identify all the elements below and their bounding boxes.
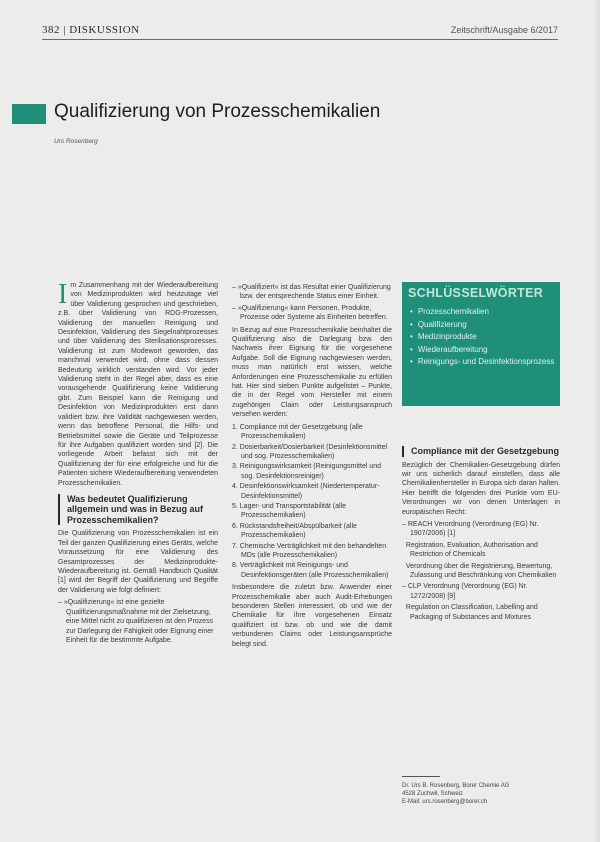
keywords-title: SCHLÜSSELWÖRTER bbox=[408, 286, 544, 300]
list-item: 6. Rückstandsfreiheit/Abspülbarkeit (alle Prozesschemikalien) bbox=[232, 522, 357, 540]
list-item: Verordnung über die Registrierung, Bewertung, Zulassung und Beschränkung von Chemikalien bbox=[405, 562, 557, 579]
column-3 bbox=[402, 440, 560, 625]
keyword-item: • Medizinprodukte bbox=[410, 331, 560, 344]
keyword-item: • Reinigungs- und Desinfektionsprozess bbox=[410, 356, 560, 369]
regulation-list bbox=[402, 520, 560, 622]
article-title: Qualifizierung von Prozesschemikalien bbox=[54, 101, 381, 122]
header-rule bbox=[42, 39, 558, 40]
definition-list bbox=[58, 598, 218, 645]
article-author: Urs Rosenberg bbox=[54, 138, 98, 145]
list-item: 8. Verträglichkeit mit Reinigungs- und Desinfektionsgeräten (alle Prozesschemikalien) bbox=[232, 562, 389, 579]
subheading-compliance: Compliance mit der Gesetzgebung bbox=[402, 446, 560, 457]
page-section-label: 382 | DISKUSSION bbox=[42, 24, 140, 36]
list-item: 4. Desinfektionswirksamkeit (Niedertemperatur-Desinfektionsmittel) bbox=[232, 483, 380, 500]
list-item: Registration, Evaluation, Authorisation and Restriction of Chemicals bbox=[405, 541, 538, 559]
list-item: 5. Lager- und Transportstabilität (alle Prozesschemikalien) bbox=[232, 502, 347, 520]
running-header bbox=[42, 22, 558, 38]
paragraph: Insbesondere die zuletzt bzw. Anwender einer Prozesschemikalie aber auch Audit-Erhebungen besonderen Stellen interessiert, ob und wie der Chemikalie für ihre vorgesehenen Einsatz qualifiziert ist bzw. ob und wie die damit verbundenen Claims oder Leistungsansprüche belegt sind. bbox=[232, 584, 392, 648]
subheading-qualification: Was bedeutet Qualifizierung allgemein und was in Bezug auf Prozesschemikalien? bbox=[58, 494, 218, 526]
definition-list bbox=[232, 283, 392, 323]
keywords-box bbox=[402, 282, 560, 406]
affiliation-line: Dr. Urs B. Rosenberg, Borer Chemie AG bbox=[402, 783, 510, 789]
keywords-list bbox=[402, 306, 560, 369]
affiliation-line: 4528 Zuchwil, Schweiz bbox=[402, 791, 464, 797]
column-1 bbox=[58, 281, 218, 648]
list-item: – »Qualifizierung« kann Personen, Produkte, Prozesse oder Systeme als Einheiten betreffen. bbox=[232, 304, 388, 322]
column-2 bbox=[232, 281, 392, 652]
keyword-item: • Wiederaufbereitung bbox=[410, 344, 560, 357]
affiliation-rule bbox=[402, 776, 440, 777]
list-item: – »Qualifizierung« ist eine gezielte Qualifizierungsmaßnahme mit der Zielsetzung, eine Mittel nicht zu qualifizieren ist den Prozess zur Darlegung der Fähigkeit oder Eignung einer Einheit für die bestimmte Aufgabe. bbox=[58, 599, 214, 644]
requirements-list bbox=[232, 423, 392, 581]
affiliation-email: E-Mail: urs.rosenberg@borer.ch bbox=[402, 799, 488, 805]
keyword-item: • Prozesschemikalien bbox=[410, 306, 560, 319]
list-item: – CLP Verordnung (Verordnung (EG) Nr. 1272/2008) [9] bbox=[402, 583, 528, 600]
intro-paragraph bbox=[58, 281, 218, 488]
drop-cap: I bbox=[58, 279, 68, 310]
list-item: 3. Reinigungswirksamkeit (Reinigungsmittel und sog. Desinfektionsreiniger) bbox=[232, 463, 382, 480]
title-accent-bar bbox=[12, 104, 46, 124]
scan-edge-shadow bbox=[592, 0, 600, 842]
list-item: 1. Compliance mit der Gesetzgebung (alle Prozesschemikalien) bbox=[232, 423, 363, 441]
author-affiliation bbox=[402, 782, 560, 806]
list-item: Regulation on Classification, Labelling and Packaging of Substances and Mixtures bbox=[405, 604, 538, 621]
list-item: – »Qualifiziert« ist das Resultat einer Qualifizierung bzw. der entsprechende Status einer Einheit. bbox=[232, 284, 391, 301]
intro-text: m Zusammenhang mit der Wiederaufbereitung von Medizinprodukten wird heutzutage viel über Validierung gesprochen und geschrieben, z.B. über Validierung von RDG-Prozessen, Validierung der manuellen Reinigung und Desinfektion, Validierung des Siegelnahtprozesses und über Validierung des Sterilisationsprozesses. Validierung ist zum Modewort geworden, das manchmal verwendet wird, ohne dass dessen Bedeutung wirklich verstanden wird. Vor jeder Validierung steht in der Regel aber, dass es eine vorausgehende Qualifizierung keine Validierung gibt. Zum Beispiel kann die Reinigung und Desinfektion von Medizinprodukten erst dann validiert bzw. ihre Validität nachgewiesen werden, wenn das betroffene Personal, die Hilfs- und Betriebsmittel sowie die Geräte und Teilprozesse für ihre Aufgaben qualifiziert worden sind [2]. Die vorliegende Arbeit befasst sich mit der Qualifizierung der für eine erfolgreiche und für die Patienten sichere Wiederaufbereitung verwendeten Prozesschemikalien. bbox=[58, 282, 218, 487]
list-item: – REACH Verordnung (Verordnung (EG) Nr. 1907/2006) [1] bbox=[402, 520, 539, 538]
list-item: 7. Chemische Verträglichkeit mit den behandelten MDs (alle Prozesschemikalien) bbox=[232, 542, 387, 559]
paragraph: Bezüglich der Chemikalien-Gesetzgebung dürfen wir uns sicherlich darauf einstellen, dass alle Chemikalienhersteller in Europa sich daran halten. Hier betrifft die folgenden drei Punkte vom EU-Verordnungen wir von denen Unterlagen in europäischen Recht: bbox=[402, 461, 560, 516]
journal-issue-label: Zeitschrift/Ausgabe 6/2017 bbox=[450, 25, 558, 35]
paragraph: In Bezug auf eine Prozesschemikalie beinhaltet die Qualifizierung also die Darlegung bzw. den Nachweis ihrer Eignung für die vorgesehene Aufgabe. Soll die Eignung nachgewiesen werden, muss man natürlich erst wissen, welche Anforderungen eine Prozesschemikalie zu erfüllen hat. Hier sind sieben Punkte aufgelistet – Punkte, die in der Regel vom Hersteller mit einem zugehörigen Claim oder Leistungsanspruch versehen werden: bbox=[232, 326, 392, 419]
list-item: 2. Dosierbarkeit/Dosierbarkeit (Desinfektionsmittel und sog. Prozesschemikalien) bbox=[232, 443, 388, 460]
paragraph: Die Qualifizierung von Prozesschemikalien ist ein Teil der ganzen Qualifizierung eines Geräts, welche Voraussetzung für eine Validierung des Gesamtprozesses der Medizinprodukte-Wiederaufbereitung ist. Gemäß Handbuch Qualität [1] wird der Begriff der Qualifizierung und Begriffe der Validierung wie folgt definiert: bbox=[58, 530, 218, 594]
keyword-item: • Qualifizierung bbox=[410, 319, 560, 332]
